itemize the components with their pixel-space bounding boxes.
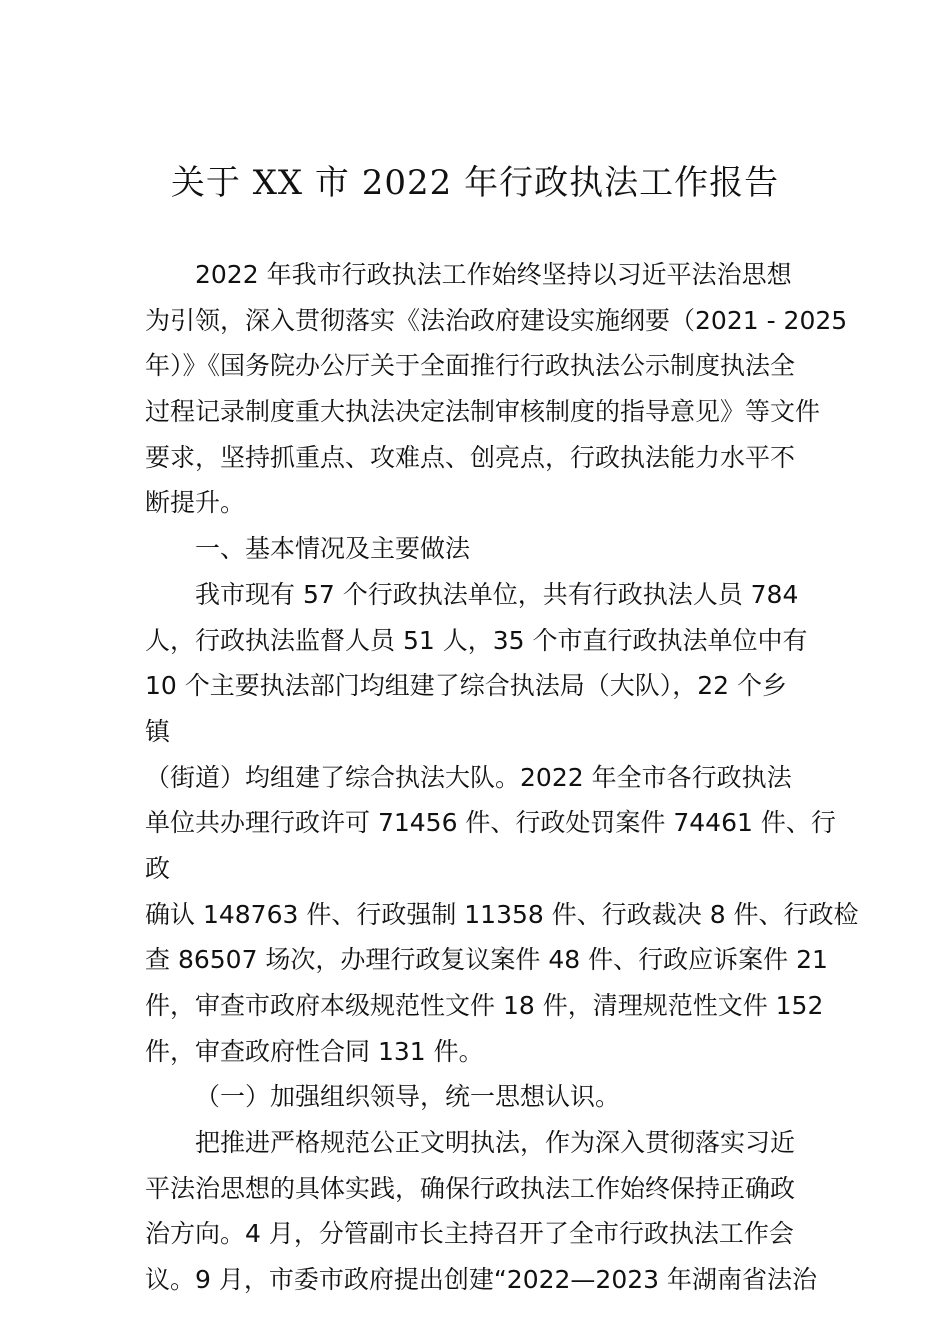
body-line: 我市现有 57 个行政执法单位，共有行政执法人员 784 <box>195 579 799 609</box>
body-line: 要求，坚持抓重点、攻难点、创亮点，行政执法能力水平不 <box>145 442 796 472</box>
body-line: 平法治思想的具体实践，确保行政执法工作始终保持正确政 <box>145 1173 796 1203</box>
body-line: 件，审查市政府本级规范性文件 18 件，清理规范性文件 152 <box>145 991 824 1020</box>
body-line: 件，审查政府性合同 131 件。 <box>145 1036 484 1066</box>
body-line: 过程记录制度重大执法决定法制审核制度的指导意见》等文件 <box>145 397 821 427</box>
body-line: 人，行政执法监督人员 51 人，35 个市直行政执法单位中有 <box>145 625 808 655</box>
body-line: （街道）均组建了综合执法大队。2022 年全市各行政执法 <box>145 762 792 792</box>
body-line: 确认 148763 件、行政强制 11358 件、行政裁决 8 件、行政检 <box>145 899 859 929</box>
subsection-heading: （一）加强组织领导，统一思想认识。 <box>195 1082 621 1112</box>
body-line: 治方向。4 月，分管副市长主持召开了全市行政执法工作会 <box>145 1219 794 1249</box>
body-line: 10 个主要执法部门均组建了综合执法局（大队），22 个乡 <box>145 671 788 701</box>
document-body <box>145 252 859 1303</box>
body-line: 镇 <box>145 716 171 746</box>
body-line: 单位共办理行政许可 71456 件、行政处罚案件 74461 件、行 <box>145 808 836 838</box>
body-line: 年）》《国务院办公厅关于全面推行行政执法公示制度执法全 <box>145 351 796 381</box>
body-line: 查 86507 场次，办理行政复议案件 48 件、行政应诉案件 21 <box>145 945 828 975</box>
body-line: 2022 年我市行政执法工作始终坚持以习近平法治思想 <box>195 260 792 289</box>
body-line: 议。9 月，市委市政府提出创建“2022—2023 年湖南省法治 <box>145 1265 817 1295</box>
body-line: 政 <box>145 853 171 883</box>
section-heading: 一、基本情况及主要做法 <box>195 534 471 564</box>
body-line: 为引领，深入贯彻落实《法治政府建设实施纲要（2021 - 2025 <box>145 305 848 335</box>
document-title: 关于 XX 市 2022 年行政执法工作报告 <box>170 163 780 203</box>
body-line: 断提升。 <box>145 488 246 518</box>
body-line: 把推进严格规范公正文明执法，作为深入贯彻落实习近 <box>195 1128 796 1158</box>
